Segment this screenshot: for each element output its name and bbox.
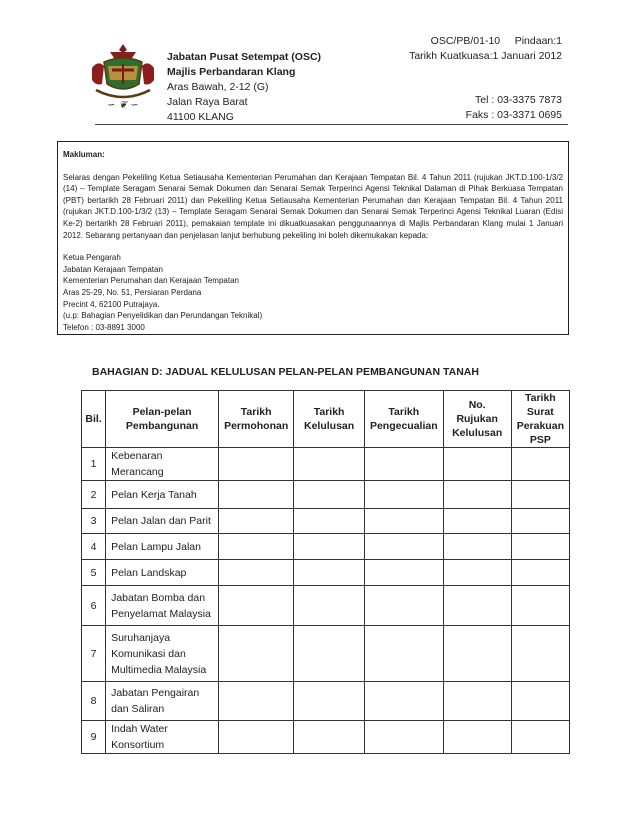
- cell-psp-letter-date[interactable]: [511, 682, 569, 721]
- notice-address-line: (u.p: Bahagian Penyelidikan dan Perundangan Teknikal): [63, 311, 263, 321]
- table-row: [82, 626, 570, 682]
- cell-psp-letter-date[interactable]: [511, 534, 569, 560]
- cell-approval-date[interactable]: [294, 682, 365, 721]
- crest-logo: [88, 42, 158, 114]
- council-name: Majlis Perbandaran Klang: [167, 66, 296, 78]
- cell-psp-letter-date[interactable]: [511, 721, 569, 754]
- row-plan: Kebenaran Merancang: [106, 448, 219, 481]
- table-row: [82, 509, 570, 534]
- cell-approval-ref[interactable]: [443, 534, 511, 560]
- notice-address-line: Aras 25-29, No. 51, Persiaran Perdana: [63, 287, 202, 297]
- row-number: 3: [82, 509, 106, 534]
- header-approval-date: Tarikh Kelulusan: [294, 391, 365, 448]
- header-psp-letter-date: Tarikh Surat Perakuan PSP: [511, 391, 569, 448]
- header-approval-ref: No. Rujukan Kelulusan: [443, 391, 511, 448]
- cell-approval-ref[interactable]: [443, 509, 511, 534]
- section-title: BAHAGIAN D: JADUAL KELULUSAN PELAN-PELAN PEMBANGUNAN TANAH: [92, 366, 479, 378]
- cell-application-date[interactable]: [219, 682, 294, 721]
- cell-approval-ref[interactable]: [443, 481, 511, 509]
- cell-approval-ref[interactable]: [443, 560, 511, 586]
- cell-application-date[interactable]: [219, 481, 294, 509]
- cell-approval-ref[interactable]: [443, 626, 511, 682]
- address-line-3: 41100 KLANG: [167, 111, 234, 123]
- table-row: [82, 721, 570, 754]
- cell-psp-letter-date[interactable]: [511, 586, 569, 626]
- cell-application-date[interactable]: [219, 626, 294, 682]
- header-plan: Pelan-pelan Pembangunan: [106, 391, 219, 448]
- header-exemption-date: Tarikh Pengecualian: [364, 391, 443, 448]
- row-plan: Indah Water Konsortium: [106, 721, 219, 754]
- cell-approval-date[interactable]: [294, 481, 365, 509]
- row-plan: Pelan Jalan dan Parit: [106, 509, 219, 534]
- telephone: Tel : 03-3375 7873: [475, 94, 562, 106]
- cell-application-date[interactable]: [219, 721, 294, 754]
- cell-approval-ref[interactable]: [443, 448, 511, 481]
- row-number: 5: [82, 560, 106, 586]
- table-row: [82, 682, 570, 721]
- cell-approval-ref[interactable]: [443, 682, 511, 721]
- cell-exemption-date[interactable]: [364, 682, 443, 721]
- fax: Faks : 03-3371 0695: [465, 109, 562, 121]
- cell-approval-date[interactable]: [294, 534, 365, 560]
- table-row: [82, 481, 570, 509]
- cell-exemption-date[interactable]: [364, 586, 443, 626]
- notice-address-line: Jabatan Kerajaan Tempatan: [63, 264, 163, 274]
- cell-exemption-date[interactable]: [364, 509, 443, 534]
- cell-application-date[interactable]: [219, 448, 294, 481]
- row-plan: Suruhanjaya Komunikasi dan Multimedia Malaysia: [106, 626, 219, 682]
- effective-date: Tarikh Kuatkuasa:1 Januari 2012: [409, 50, 562, 62]
- cell-psp-letter-date[interactable]: [511, 560, 569, 586]
- notice-address-line: Telefon : 03-8891 3000: [63, 322, 145, 332]
- cell-application-date[interactable]: [219, 560, 294, 586]
- header-bil: Bil.: [82, 391, 106, 448]
- cell-application-date[interactable]: [219, 586, 294, 626]
- header-divider: [95, 124, 568, 125]
- cell-approval-date[interactable]: [294, 626, 365, 682]
- cell-approval-date[interactable]: [294, 448, 365, 481]
- table-row: [82, 534, 570, 560]
- svg-text:∽ ❦ ∽: ∽ ❦ ∽: [107, 100, 139, 111]
- cell-application-date[interactable]: [219, 509, 294, 534]
- cell-approval-ref[interactable]: [443, 586, 511, 626]
- cell-exemption-date[interactable]: [364, 560, 443, 586]
- row-plan: Pelan Lampu Jalan: [106, 534, 219, 560]
- table-header-row: [82, 391, 570, 448]
- row-plan: Pelan Landskap: [106, 560, 219, 586]
- notice-box: [57, 141, 569, 335]
- row-plan: Jabatan Bomba dan Penyelamat Malaysia: [106, 586, 219, 626]
- doc-reference: OSC/PB/01-10 Pindaan:1: [430, 35, 562, 47]
- cell-approval-date[interactable]: [294, 586, 365, 626]
- address-line-2: Jalan Raya Barat: [167, 96, 248, 108]
- cell-exemption-date[interactable]: [364, 534, 443, 560]
- row-number: 6: [82, 586, 106, 626]
- cell-approval-date[interactable]: [294, 509, 365, 534]
- cell-exemption-date[interactable]: [364, 721, 443, 754]
- row-number: 8: [82, 682, 106, 721]
- cell-psp-letter-date[interactable]: [511, 448, 569, 481]
- cell-application-date[interactable]: [219, 534, 294, 560]
- table-row: [82, 560, 570, 586]
- notice-title: Makluman:: [63, 150, 105, 159]
- address-line-1: Aras Bawah, 2-12 (G): [167, 81, 269, 93]
- cell-exemption-date[interactable]: [364, 481, 443, 509]
- org-name: Jabatan Pusat Setempat (OSC): [167, 51, 322, 63]
- header-application-date: Tarikh Permohonan: [219, 391, 294, 448]
- row-number: 1: [82, 448, 106, 481]
- row-number: 4: [82, 534, 106, 560]
- row-number: 7: [82, 626, 106, 682]
- cell-psp-letter-date[interactable]: [511, 509, 569, 534]
- table-row: [82, 586, 570, 626]
- cell-approval-date[interactable]: [294, 560, 365, 586]
- cell-psp-letter-date[interactable]: [511, 481, 569, 509]
- cell-exemption-date[interactable]: [364, 626, 443, 682]
- cell-exemption-date[interactable]: [364, 448, 443, 481]
- approval-table: [81, 390, 570, 754]
- cell-approval-ref[interactable]: [443, 721, 511, 754]
- notice-address-line: Kementerian Perumahan dan Kerajaan Tempatan: [63, 276, 239, 286]
- cell-approval-date[interactable]: [294, 721, 365, 754]
- row-plan: Jabatan Pengairan dan Saliran: [106, 682, 219, 721]
- cell-psp-letter-date[interactable]: [511, 626, 569, 682]
- row-number: 2: [82, 481, 106, 509]
- row-plan: Pelan Kerja Tanah: [106, 481, 219, 509]
- notice-address-line: Precint 4, 62100 Putrajaya.: [63, 299, 160, 309]
- notice-address-line: Ketua Pengarah: [63, 253, 121, 263]
- table-row: [82, 448, 570, 481]
- notice-paragraph: Selaras dengan Pekeliling Ketua Setiausaha Kementerian Perumahan dan Kerajaan Tempatan Bil. 4 Tahun 2011 (rujukan JKT.D.100-1/3/2 (14) – Template Seragam Senarai Semak Dokumen dan Senarai Semak Terperinci Agensi Teknikal Dalaman di Pihak Berkuasa Tempatan (PBT) bertarikh 28 Februari 2011) dan Pekeliling Ketua Setiausaha Kementerian Perumahan dan Kerajaan Tempatan Bil. 4 Tahun 2011 (rujukan JKT.D.100-1/3/2 (13) – Template Seragam Senarai Semak Dokumen dan Senarai Semak Terperinci Agensi Teknikal Luaran (Edisi Ke-2) bertarikh 28 Februari 2011), pemakaian template ini dikuatkuasakan penggunaannya di Majlis Perbandaran Klang mulai 1 Januari 2012. Sebarang pertanyaan dan penjelasan lanjut berhubung pekeliling ini boleh dikemukakan kepada:: [63, 172, 563, 240]
- row-number: 9: [82, 721, 106, 754]
